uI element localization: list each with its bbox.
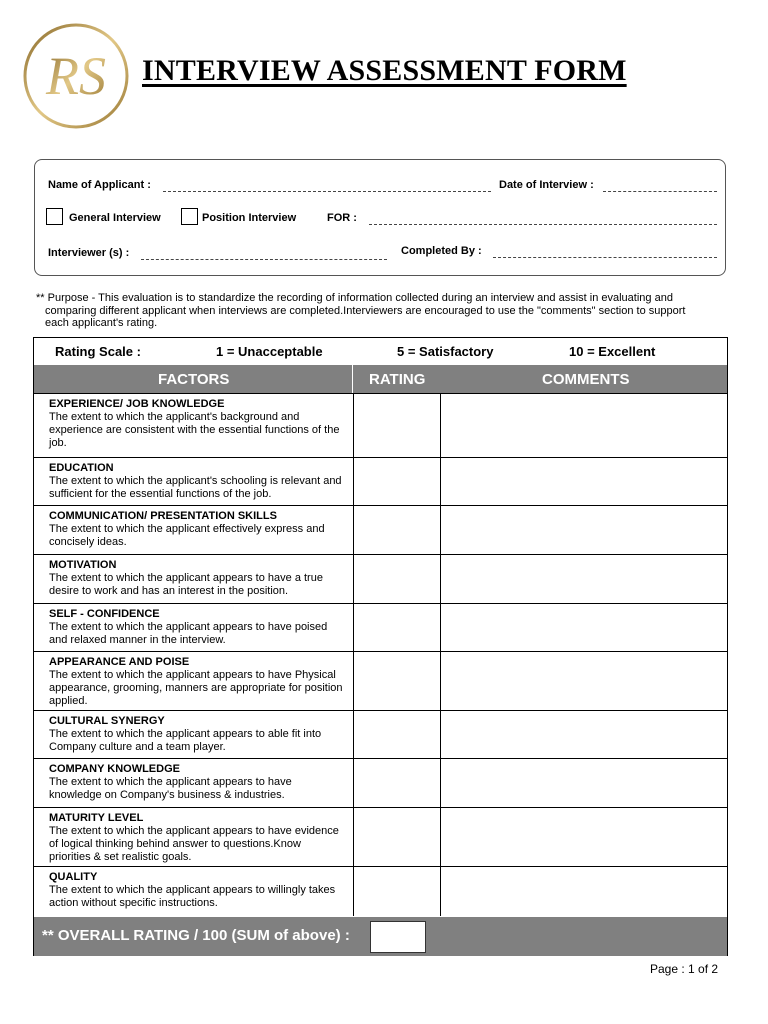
rating-scale-row <box>34 338 727 365</box>
table-row <box>34 457 727 505</box>
comments-cell[interactable] <box>442 604 727 651</box>
rating-cell[interactable] <box>353 458 441 505</box>
page-number: Page : 1 of 2 <box>650 962 719 976</box>
purpose-line-3: each applicant's rating. <box>45 317 158 330</box>
rating-cell[interactable] <box>353 759 441 807</box>
interviewer-label: Interviewer (s) : <box>48 247 130 259</box>
for-label: FOR : <box>327 212 357 224</box>
rating-cell[interactable] <box>353 867 441 916</box>
comments-cell[interactable] <box>442 458 727 505</box>
scale-10: 10 = Excellent <box>569 344 656 359</box>
for-field[interactable] <box>369 224 717 225</box>
rating-scale-label: Rating Scale : <box>55 344 141 359</box>
table-row <box>34 866 727 916</box>
svg-text:RS: RS <box>46 46 106 106</box>
factor-description: The extent to which the applicant effectively express and concisely ideas. <box>49 523 325 548</box>
factor-name: COMPANY KNOWLEDGE <box>49 763 180 775</box>
purpose-line-2: comparing different applicant when interviews are completed.Interviewers are encouraged to use the "comments" section to support <box>45 304 686 317</box>
purpose-line-1: ** Purpose - This evaluation is to standardize the recording of information collected during an interview and assist in evaluating and <box>36 292 673 304</box>
interviewer-field[interactable] <box>141 259 387 260</box>
table-row <box>34 393 727 457</box>
interview-date-label: Date of Interview : <box>499 179 594 191</box>
comments-cell[interactable] <box>442 652 727 710</box>
factor-name: COMMUNICATION/ PRESENTATION SKILLS <box>49 510 277 522</box>
rating-cell[interactable] <box>353 555 441 603</box>
page-title: INTERVIEW ASSESSMENT FORM <box>142 54 627 87</box>
completed-by-label: Completed By : <box>401 245 482 257</box>
factor-name: EXPERIENCE/ JOB KNOWLEDGE <box>49 398 225 410</box>
position-interview-label: Position Interview <box>202 212 297 224</box>
comments-cell[interactable] <box>442 808 727 866</box>
applicant-info-box <box>34 159 726 276</box>
comments-cell[interactable] <box>442 867 727 916</box>
scale-5: 5 = Satisfactory <box>397 344 494 359</box>
overall-rating-input[interactable] <box>370 921 426 953</box>
table-row <box>34 505 727 554</box>
factor-description: The extent to which the applicant's schooling is relevant and sufficient for the essential functions of the job. <box>49 475 342 500</box>
comments-cell[interactable] <box>442 506 727 554</box>
rating-cell[interactable] <box>353 808 441 866</box>
scale-1: 1 = Unacceptable <box>216 344 323 359</box>
rating-cell[interactable] <box>353 506 441 554</box>
rating-cell[interactable] <box>353 711 441 758</box>
rating-cell[interactable] <box>353 394 441 457</box>
table-row <box>34 710 727 758</box>
purpose-note <box>36 292 726 330</box>
factor-description: The extent to which the applicant appears to have evidence of logical thinking behind answer to questions.Know priorities & set realistic goals. <box>49 825 339 863</box>
completed-by-field[interactable] <box>493 257 717 258</box>
factor-name: MATURITY LEVEL <box>49 812 144 824</box>
factors-header: FACTORS <box>158 371 230 388</box>
factor-description: The extent to which the applicant appears to able fit into Company culture and a team player. <box>49 728 322 753</box>
general-interview-checkbox[interactable] <box>46 208 63 225</box>
table-row <box>34 554 727 603</box>
rating-cell[interactable] <box>353 652 441 710</box>
factor-description: The extent to which the applicant appears to have poised and relaxed manner in the interview. <box>49 621 328 646</box>
factor-description: The extent to which the applicant appears to have Physical appearance, grooming, manners are appropriate for position applied. <box>49 669 343 707</box>
table-header <box>34 365 727 393</box>
rating-cell[interactable] <box>353 604 441 651</box>
position-interview-checkbox[interactable] <box>181 208 198 225</box>
factor-description: The extent to which the applicant appears to have knowledge on Company's business & industries. <box>49 776 292 801</box>
factor-description: The extent to which the applicant appears to have a true desire to work and has an interest in the position. <box>49 572 323 597</box>
comments-header: COMMENTS <box>542 371 630 388</box>
general-interview-label: General Interview <box>69 212 161 224</box>
interview-date-field[interactable] <box>603 191 717 192</box>
table-row <box>34 758 727 807</box>
table-row <box>34 651 727 710</box>
factor-name: MOTIVATION <box>49 559 117 571</box>
table-row <box>34 807 727 866</box>
rating-header: RATING <box>369 371 426 388</box>
factor-name: APPEARANCE AND POISE <box>49 656 190 668</box>
comments-cell[interactable] <box>442 555 727 603</box>
applicant-name-field[interactable] <box>163 191 491 192</box>
company-logo <box>22 22 130 130</box>
comments-cell[interactable] <box>442 394 727 457</box>
assessment-table <box>33 337 728 956</box>
factor-description: The extent to which the applicant appears to willingly takes action without specific instructions. <box>49 884 336 909</box>
factor-name: QUALITY <box>49 871 98 883</box>
factor-name: EDUCATION <box>49 462 114 474</box>
factor-description: The extent to which the applicant's background and experience are consistent with the essential functions of the job. <box>49 411 340 449</box>
factor-name: CULTURAL SYNERGY <box>49 715 165 727</box>
comments-cell[interactable] <box>442 759 727 807</box>
factor-name: SELF - CONFIDENCE <box>49 608 160 620</box>
overall-rating-bar <box>34 917 727 956</box>
overall-rating-label: ** OVERALL RATING / 100 (SUM of above) : <box>42 927 350 944</box>
comments-cell[interactable] <box>442 711 727 758</box>
applicant-name-label: Name of Applicant : <box>48 179 151 191</box>
table-row <box>34 603 727 651</box>
